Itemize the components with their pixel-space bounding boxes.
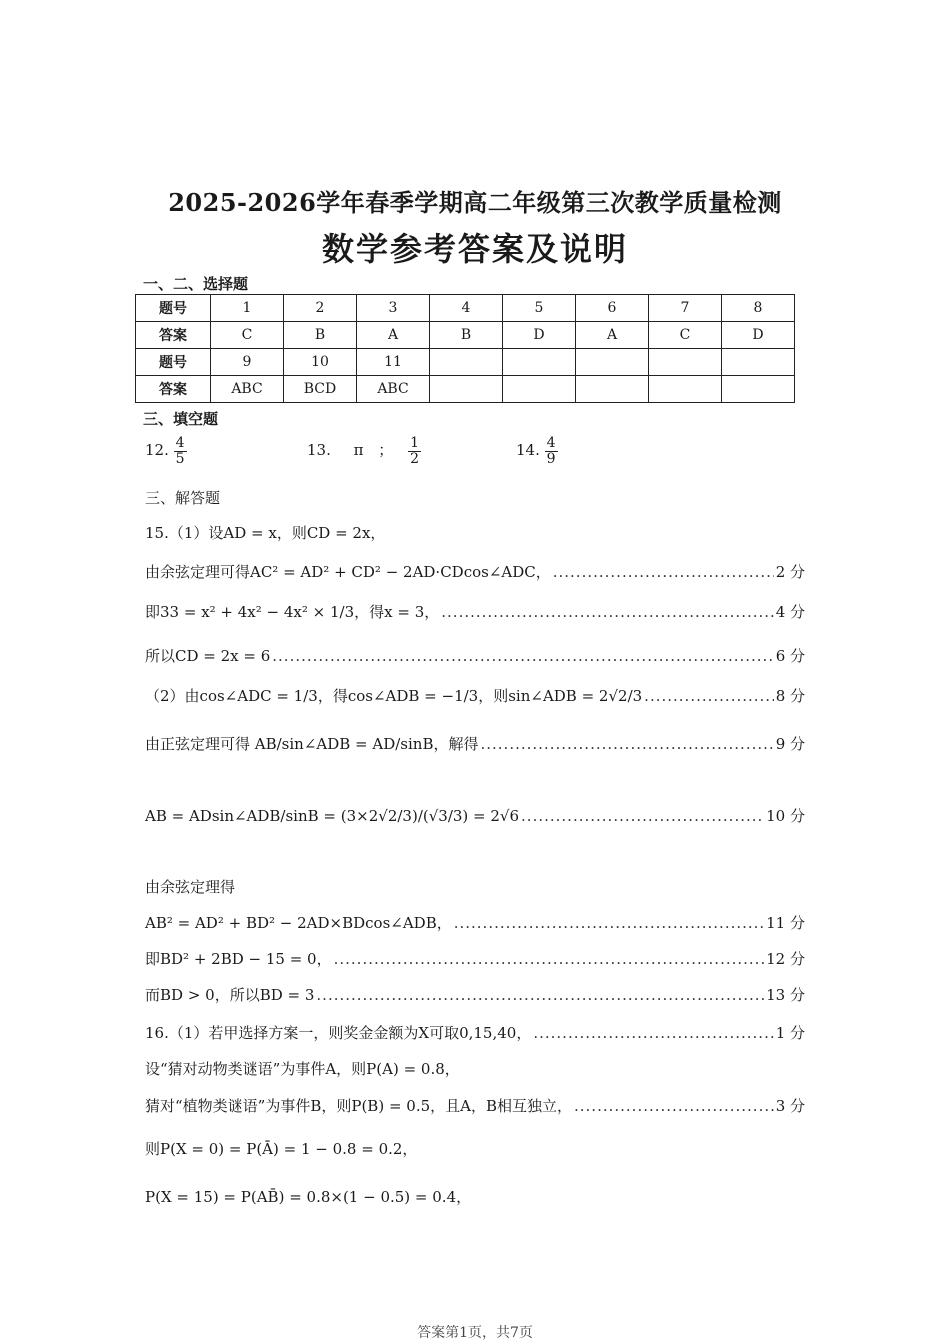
- solution-text: 则P(X = 0) = P(Ā) = 1 − 0.8 = 0.2，: [145, 1140, 418, 1158]
- solution-line: [145, 645, 805, 666]
- solution-text: 猜对“植物类谜语”为事件B，则P(B) = 0.5，且A，B相互独立，: [145, 1097, 572, 1115]
- solution-text: 所以CD = 2x = 6: [145, 647, 271, 665]
- question-number: 13.: [307, 441, 331, 460]
- table-cell: A: [357, 322, 430, 349]
- score-label: 12 分: [766, 950, 805, 968]
- solution-line: [145, 601, 805, 622]
- solution-text: AB = ADsin∠ADB/sinB = (3×2√2/3)/(√3/3) = 2√6: [145, 806, 520, 825]
- score-label: 11 分: [766, 914, 805, 932]
- dot-leader: [334, 950, 765, 968]
- table-cell: [576, 349, 649, 376]
- fraction: $\frac{4}{5}$: [175, 435, 185, 467]
- dot-leader: [454, 914, 764, 932]
- dot-leader: [574, 1097, 774, 1115]
- score-label: 13 分: [766, 986, 805, 1004]
- score-label: 4 分: [775, 603, 805, 621]
- section-fill-title: 三、填空题: [143, 410, 219, 428]
- table-cell: 5: [503, 295, 576, 322]
- solution-line: [145, 805, 805, 826]
- dot-leader: [480, 735, 773, 753]
- row-label: 答案: [136, 322, 211, 349]
- score-label: 10 分: [766, 807, 805, 825]
- exam-title: 2025-2026学年春季学期高二年级第三次教学质量检测: [168, 188, 782, 217]
- table-row: [136, 322, 795, 349]
- score-label: 6 分: [775, 647, 805, 665]
- solution-line: [145, 948, 805, 969]
- dot-leader: [533, 1024, 773, 1042]
- table-row: [136, 295, 795, 322]
- answer-separator: ；: [378, 441, 394, 460]
- table-cell: D: [503, 322, 576, 349]
- table-cell: C: [211, 322, 284, 349]
- solution-text: 由余弦定理得: [145, 878, 236, 896]
- table-row: [136, 376, 795, 403]
- solution-line: [145, 733, 805, 754]
- dot-leader: [316, 986, 764, 1004]
- row-label: 题号: [136, 295, 211, 322]
- table-cell: 1: [211, 295, 284, 322]
- answer-value: π: [353, 441, 364, 460]
- fill-answer-13: [307, 436, 421, 466]
- document-title: 数学参考答案及说明: [321, 230, 628, 268]
- dot-leader: [272, 647, 773, 665]
- solution-text: 即33 = x² + 4x² − 4x² × 1/3，得x = 3，: [145, 603, 440, 621]
- score-label: 2 分: [775, 563, 805, 581]
- table-cell: [649, 349, 722, 376]
- solution-text: （2）由cos∠ADC = 1/3，得cos∠ADB = −1/3，则sin∠ADB = 2√2/3: [145, 687, 643, 705]
- table-cell: ABC: [211, 376, 284, 403]
- table-cell: 11: [357, 349, 430, 376]
- fraction: $\frac{4}{9}$: [546, 435, 556, 467]
- table-cell: B: [284, 322, 357, 349]
- solution-line: [145, 876, 805, 897]
- page-footer: 答案第1页，共7页: [417, 1325, 533, 1341]
- table-row: [136, 349, 795, 376]
- solution-line: [145, 1058, 805, 1079]
- solution-text: 15.（1）设AD = x，则CD = 2x，: [145, 524, 386, 542]
- score-label: 1 分: [775, 1024, 805, 1042]
- table-cell: [576, 376, 649, 403]
- solution-text: 16.（1）若甲选择方案一，则奖金金额为X可取0,15,40，: [145, 1024, 532, 1042]
- table-cell: 2: [284, 295, 357, 322]
- fill-answer-14: [516, 436, 558, 466]
- dot-leader: [553, 563, 774, 581]
- solution-line: [145, 522, 805, 543]
- table-cell: 7: [649, 295, 722, 322]
- solution-line: [145, 561, 805, 582]
- solution-text: P(X = 15) = P(AB̄) = 0.8×(1 − 0.5) = 0.4，: [145, 1188, 472, 1206]
- answer-table: [135, 294, 795, 403]
- fill-answer-12: [145, 436, 187, 466]
- table-cell: B: [430, 322, 503, 349]
- table-cell: 4: [430, 295, 503, 322]
- fraction: $\frac{1}{2}$: [410, 435, 419, 467]
- solution-text: AB² = AD² + BD² − 2AD×BDcos∠ADB，: [145, 914, 452, 932]
- solution-line: [145, 912, 805, 933]
- solution-text: 即BD² + 2BD − 15 = 0，: [145, 950, 332, 968]
- dot-leader: [441, 603, 773, 621]
- score-label: 9 分: [775, 735, 805, 753]
- solution-line: [145, 1022, 805, 1043]
- score-label: 8 分: [775, 687, 805, 705]
- table-cell: [503, 349, 576, 376]
- table-cell: 9: [211, 349, 284, 376]
- table-cell: 6: [576, 295, 649, 322]
- question-number: 14.: [516, 441, 540, 460]
- table-cell: 3: [357, 295, 430, 322]
- table-cell: [430, 349, 503, 376]
- dot-leader: [644, 687, 774, 705]
- table-cell: D: [722, 322, 795, 349]
- section-solution-title: 三、解答题: [145, 489, 221, 507]
- table-cell: BCD: [284, 376, 357, 403]
- solution-line: [145, 1186, 805, 1207]
- solution-text: 由余弦定理可得AC² = AD² + CD² − 2AD·CDcos∠ADC，: [145, 563, 551, 581]
- table-cell: [722, 376, 795, 403]
- solution-line: [145, 685, 805, 706]
- table-cell: 10: [284, 349, 357, 376]
- table-cell: A: [576, 322, 649, 349]
- row-label: 题号: [136, 349, 211, 376]
- table-cell: [649, 376, 722, 403]
- row-label: 答案: [136, 376, 211, 403]
- solution-line: [145, 1138, 805, 1159]
- table-cell: 8: [722, 295, 795, 322]
- solution-line: [145, 984, 805, 1005]
- table-cell: [722, 349, 795, 376]
- section-choice-title: 一、二、选择题: [143, 275, 249, 293]
- dot-leader: [521, 807, 764, 825]
- score-label: 3 分: [775, 1097, 805, 1115]
- table-cell: ABC: [357, 376, 430, 403]
- solution-text: 而BD > 0，所以BD = 3: [145, 986, 315, 1004]
- question-number: 12.: [145, 441, 169, 460]
- table-cell: C: [649, 322, 722, 349]
- solution-line: [145, 1095, 805, 1116]
- solution-text: 设“猜对动物类谜语”为事件A，则P(A) = 0.8，: [145, 1060, 460, 1078]
- table-cell: [430, 376, 503, 403]
- solution-text: 由正弦定理可得 AB/sin∠ADB = AD/sinB，解得: [145, 735, 479, 753]
- table-cell: [503, 376, 576, 403]
